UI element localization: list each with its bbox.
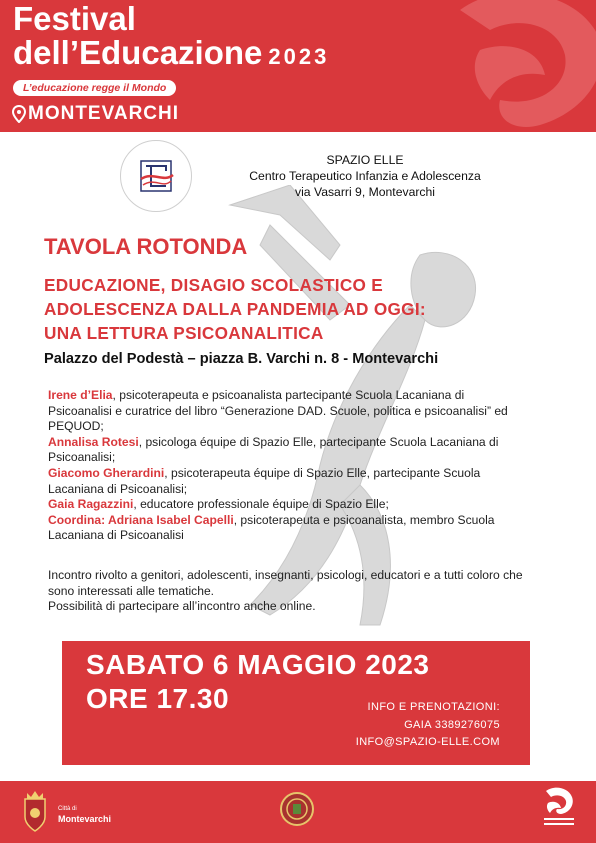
booking-email[interactable]: INFO@SPAZIO-ELLE.COM [355,736,500,748]
comune-crest-icon [20,789,50,833]
comune-label-name: Montevarchi [58,814,112,824]
organizer-name: SPAZIO ELLE [326,153,404,167]
festival-title-line1: Festival [13,0,136,37]
speaker-name: Giacomo Gherardini [48,465,165,480]
festival-title-line2: dell’Educazione [13,34,263,71]
event-topic [44,273,564,345]
speaker-list [48,388,518,544]
spazio-elle-emblem-icon [121,141,191,211]
footer-bar [0,781,596,843]
organizer-block [220,152,510,200]
spazio-elle-logo [120,140,192,212]
speaker-item [48,435,518,466]
speaker-item [48,497,518,513]
speaker-name: Gaia Ragazzini [48,497,134,512]
festival-city-label: MONTEVARCHI [28,103,180,124]
booking-label: INFO E PRENOTAZIONI: [367,701,500,713]
audience-note-line1: Incontro rivolto a genitori, adolescenti, insegnanti, psicologi, educatori e a tutti coloro che sono interessati alle tematiche. [48,568,523,598]
comune-label [58,804,111,824]
event-heading: TAVOLA ROTONDA [44,234,248,259]
festival-footer-logo-icon [538,785,580,833]
event-location: Palazzo del Podestà – piazza B. Varchi n. 8 - Montevarchi [44,351,439,367]
event-topic-line3: UNA LETTURA PSICOANALITICA [44,323,324,343]
event-topic-line2: ADOLESCENZA DALLA PANDEMIA AD OGGI: [44,299,426,319]
festival-emblem-icon [420,0,596,132]
comune-label-small: Città di [58,806,77,812]
speaker-description: , psicoterapeuta e psicoanalista, membro Scuola Lacaniana di Psicoanalisi [48,512,495,543]
event-time: ORE 17.30 [86,683,230,714]
event-date: SABATO 6 MAGGIO 2023 [86,649,430,680]
speaker-item [48,513,518,544]
speaker-description: , psicoterapeuta e psicoanalista partecipante Scuola Lacaniana di Psicoanalisi e curatrice del libro “Generazione DAD. Scuole, politica e psicoanalisi” ed PEQUOD; [48,388,508,434]
booking-phone[interactable]: GAIA 3389276075 [404,718,500,731]
speaker-item [48,388,518,435]
organizer-address: via Vasarri 9, Montevarchi [295,185,435,199]
audience-note [48,568,528,615]
festival-year: 2023 [268,44,330,69]
speaker-item [48,466,518,497]
festival-tagline: L’educazione regge il Mondo [13,80,176,96]
audience-note-line2: Possibilità di partecipare all’incontro anche online. [48,599,316,614]
speaker-name: Irene d’Elia [48,388,113,402]
location-pin-icon [12,105,26,123]
speaker-description: , educatore professionale équipe di Spazio Elle; [133,497,389,512]
speaker-name: Annalisa Rotesi [48,434,139,449]
booking-info [356,699,500,752]
festival-header [0,0,596,132]
speaker-description: , psicoterapeuta équipe di Spazio Elle, partecipante Scuola Lacaniana di Psicoanalisi; [48,465,481,496]
speaker-name: Coordina: Adriana Isabel Capelli [48,512,234,527]
speaker-description: , psicologa équipe di Spazio Elle, partecipante Scuola Lacaniana di Psicoanalisi; [48,434,499,465]
date-box [62,641,530,765]
festival-title [13,2,329,74]
organizer-description: Centro Terapeutico Infanzia e Adolescenza [249,169,481,183]
partner-seal-icon [279,791,315,827]
event-topic-line1: EDUCAZIONE, DISAGIO SCOLASTICO E [44,275,384,295]
festival-city [12,103,179,125]
